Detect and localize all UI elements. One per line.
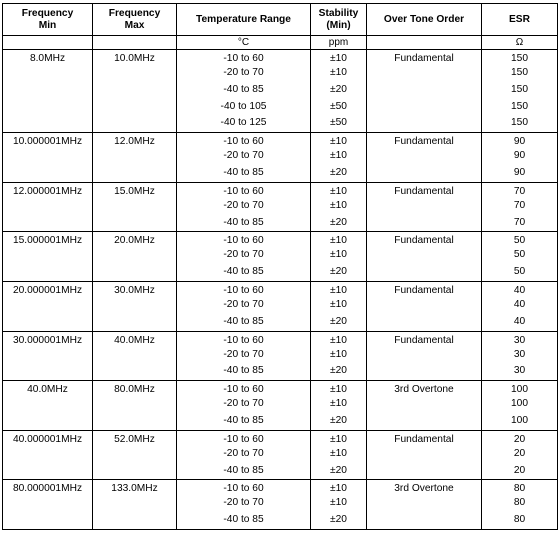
frequency-min-cell-text: 8.0MHz — [29, 53, 66, 64]
esr-cell-value: 50 — [513, 266, 526, 278]
temperature-range-cell-value: -40 to 125 — [220, 117, 267, 129]
header-overtone-order — [367, 4, 482, 36]
stability-cell — [311, 281, 367, 331]
stability-cell-value: ±20 — [330, 514, 347, 526]
stability-cell — [311, 232, 367, 282]
temperature-range-cell-value: -10 to 60 — [223, 384, 264, 396]
temperature-range-cell-value: -20 to 70 — [223, 199, 264, 211]
unit-cell-empty — [3, 36, 93, 50]
stability-cell — [311, 331, 367, 381]
temperature-range-cell-value: -20 to 70 — [223, 67, 264, 78]
stability-cell-value: ±10 — [330, 67, 347, 78]
overtone-order-cell — [367, 281, 482, 331]
frequency-min-cell — [3, 182, 93, 232]
header-temperature-range — [177, 4, 311, 36]
frequency-max-cell-text: 30.0MHz — [114, 284, 155, 296]
frequency-group-row — [3, 50, 558, 133]
frequency-group-row — [3, 331, 558, 381]
frequency-min-cell-text: 40.000001MHz — [12, 433, 83, 445]
esr-cell-value: 100 — [511, 398, 528, 410]
crystal-spec-table — [2, 3, 558, 530]
temperature-range-cell-value: -20 to 70 — [223, 150, 264, 162]
esr-cell-value: 40 — [513, 298, 526, 310]
esr-cell-value: 150 — [511, 53, 528, 64]
frequency-max-cell-text: 10.0MHz — [114, 53, 155, 64]
frequency-max-cell — [93, 133, 177, 183]
frequency-max-cell-text: 133.0MHz — [111, 483, 158, 495]
temperature-range-cell-value: -40 to 85 — [223, 514, 264, 526]
frequency-max-cell-text: 12.0MHz — [114, 136, 155, 148]
frequency-min-cell — [3, 232, 93, 282]
stability-cell-value: ±10 — [330, 334, 347, 346]
stability-cell-value: ±20 — [330, 83, 347, 95]
stability-cell-value: ±10 — [330, 497, 347, 509]
frequency-group-row — [3, 232, 558, 282]
header-line: (Min) — [326, 19, 351, 31]
frequency-min-cell — [3, 480, 93, 530]
overtone-order-cell-text: 3rd Overtone — [394, 384, 454, 396]
frequency-max-cell — [93, 480, 177, 530]
temperature-range-cell-value: -10 to 60 — [223, 185, 264, 197]
stability-cell — [311, 50, 367, 133]
temperature-range-cell — [177, 381, 311, 431]
frequency-min-cell-text: 15.000001MHz — [12, 235, 83, 247]
stability-cell-value: ±10 — [330, 199, 347, 211]
temperature-range-cell-value: -40 to 85 — [223, 315, 264, 327]
temperature-range-cell — [177, 232, 311, 282]
esr-cell-value: 80 — [513, 497, 526, 509]
stability-cell-value: ±10 — [330, 384, 347, 396]
frequency-min-cell-text: 20.000001MHz — [12, 284, 83, 296]
stability-cell — [311, 480, 367, 530]
stability-cell-value: ±10 — [330, 483, 347, 495]
temperature-range-cell — [177, 480, 311, 530]
stability-cell — [311, 430, 367, 480]
frequency-min-cell — [3, 381, 93, 431]
stability-cell-value: ±10 — [330, 398, 347, 410]
stability-cell-value: ±10 — [330, 298, 347, 310]
temperature-range-cell-value: -20 to 70 — [223, 348, 264, 360]
temperature-range-cell — [177, 281, 311, 331]
frequency-min-cell-text: 12.000001MHz — [12, 185, 83, 197]
esr-cell-value: 50 — [513, 235, 526, 247]
esr-cell-value: 100 — [511, 384, 528, 396]
esr-cell-value: 20 — [513, 447, 526, 459]
temperature-range-cell — [177, 331, 311, 381]
temperature-range-cell-value: -20 to 70 — [223, 497, 264, 509]
overtone-order-cell — [367, 133, 482, 183]
frequency-min-cell — [3, 50, 93, 133]
frequency-group-row — [3, 133, 558, 183]
temperature-range-cell-value: -10 to 60 — [223, 334, 264, 346]
header-row — [3, 4, 558, 36]
frequency-max-cell-text: 20.0MHz — [114, 235, 155, 247]
unit-temperature: °C — [177, 36, 311, 50]
esr-cell-value: 30 — [513, 334, 526, 346]
frequency-max-cell — [93, 331, 177, 381]
stability-cell-value: ±20 — [330, 365, 347, 377]
esr-cell-value: 150 — [511, 100, 528, 112]
overtone-order-cell — [367, 331, 482, 381]
stability-cell-value: ±10 — [330, 53, 347, 64]
esr-cell — [482, 331, 558, 381]
stability-cell-value: ±10 — [330, 447, 347, 459]
unit-cell-empty — [367, 36, 482, 50]
esr-cell-value: 150 — [511, 83, 528, 95]
header-line: Temperature Range — [196, 13, 291, 25]
esr-cell-value: 90 — [513, 150, 526, 162]
stability-cell-value: ±50 — [330, 117, 347, 129]
overtone-order-cell — [367, 480, 482, 530]
stability-cell — [311, 381, 367, 431]
temperature-range-cell-value: -40 to 85 — [223, 414, 264, 426]
stability-cell-value: ±10 — [330, 136, 347, 148]
frequency-group-row — [3, 430, 558, 480]
stability-cell-value: ±10 — [330, 235, 347, 247]
frequency-min-cell-text: 40.0MHz — [27, 384, 68, 396]
esr-cell-value: 30 — [513, 365, 526, 377]
temperature-range-cell — [177, 50, 311, 133]
esr-cell-value: 70 — [513, 199, 526, 211]
header-line: Frequency — [21, 7, 74, 19]
overtone-order-cell — [367, 50, 482, 133]
frequency-max-cell — [93, 430, 177, 480]
temperature-range-cell-value: -10 to 60 — [223, 136, 264, 148]
temperature-range-cell-value: -20 to 70 — [223, 447, 264, 459]
stability-cell-value: ±20 — [330, 216, 347, 228]
esr-cell-value: 70 — [513, 185, 526, 197]
overtone-order-cell-text: Fundamental — [394, 235, 454, 247]
temperature-range-cell-value: -40 to 105 — [220, 100, 267, 112]
stability-cell — [311, 182, 367, 232]
frequency-max-cell — [93, 381, 177, 431]
esr-cell-value: 80 — [513, 483, 526, 495]
header-line: Over Tone Order — [383, 13, 465, 25]
frequency-max-cell — [93, 281, 177, 331]
overtone-order-cell — [367, 232, 482, 282]
frequency-max-cell-text: 15.0MHz — [114, 185, 155, 197]
temperature-range-cell-value: -40 to 85 — [223, 83, 264, 95]
esr-cell — [482, 381, 558, 431]
temperature-range-cell-value: -40 to 85 — [223, 166, 264, 178]
overtone-order-cell-text: Fundamental — [394, 284, 454, 296]
frequency-max-cell — [93, 182, 177, 232]
frequency-group-row — [3, 281, 558, 331]
temperature-range-cell-value: -40 to 85 — [223, 365, 264, 377]
temperature-range-cell-value: -20 to 70 — [223, 249, 264, 261]
stability-cell-value: ±20 — [330, 414, 347, 426]
frequency-min-cell — [3, 133, 93, 183]
temperature-range-cell-value: -40 to 85 — [223, 266, 264, 278]
esr-cell-value: 100 — [511, 414, 528, 426]
header-line: Min — [38, 19, 57, 31]
header-line: ESR — [509, 13, 530, 25]
esr-cell-value: 40 — [513, 284, 526, 296]
header-stability — [311, 4, 367, 36]
temperature-range-cell-value: -10 to 60 — [223, 284, 264, 296]
header-frequency-max — [93, 4, 177, 36]
frequency-max-cell — [93, 232, 177, 282]
frequency-min-cell — [3, 281, 93, 331]
frequency-max-cell-text: 40.0MHz — [114, 334, 155, 346]
esr-cell — [482, 480, 558, 530]
esr-cell-value: 20 — [513, 464, 526, 476]
esr-cell-value: 80 — [513, 514, 526, 526]
esr-cell-value: 30 — [513, 348, 526, 360]
overtone-order-cell-text: Fundamental — [394, 53, 454, 64]
stability-cell-value: ±10 — [330, 433, 347, 445]
esr-cell-value: 40 — [513, 315, 526, 327]
stability-cell-value: ±10 — [330, 348, 347, 360]
esr-cell-value: 150 — [511, 117, 528, 129]
header-frequency-min — [3, 4, 93, 36]
stability-cell-value: ±20 — [330, 266, 347, 278]
esr-cell-value: 70 — [513, 216, 526, 228]
esr-cell — [482, 232, 558, 282]
frequency-max-cell-text: 80.0MHz — [114, 384, 155, 396]
header-line: Max — [124, 19, 145, 31]
frequency-group-row — [3, 381, 558, 431]
frequency-min-cell — [3, 331, 93, 381]
header-esr — [482, 4, 558, 36]
overtone-order-cell — [367, 430, 482, 480]
overtone-order-cell-text: Fundamental — [394, 136, 454, 148]
esr-cell — [482, 50, 558, 133]
esr-cell-value: 20 — [513, 433, 526, 445]
temperature-range-cell-value: -20 to 70 — [223, 298, 264, 310]
frequency-group-row — [3, 182, 558, 232]
esr-cell-value: 90 — [513, 136, 526, 148]
overtone-order-cell-text: Fundamental — [394, 433, 454, 445]
overtone-order-cell — [367, 381, 482, 431]
stability-cell-value: ±50 — [330, 100, 347, 112]
unit-cell-empty — [93, 36, 177, 50]
unit-stability: ppm — [311, 36, 367, 50]
header-line: Frequency — [108, 7, 161, 19]
spec-body — [3, 50, 558, 530]
temperature-range-cell-value: -40 to 85 — [223, 464, 264, 476]
overtone-order-cell — [367, 182, 482, 232]
frequency-min-cell-text: 10.000001MHz — [12, 136, 83, 148]
stability-cell-value: ±20 — [330, 464, 347, 476]
frequency-min-cell — [3, 430, 93, 480]
overtone-order-cell-text: Fundamental — [394, 185, 454, 197]
stability-cell-value: ±10 — [330, 185, 347, 197]
overtone-order-cell-text: 3rd Overtone — [394, 483, 454, 495]
temperature-range-cell-value: -10 to 60 — [223, 235, 264, 247]
stability-cell-value: ±20 — [330, 166, 347, 178]
frequency-min-cell-text: 80.000001MHz — [12, 483, 83, 495]
temperature-range-cell-value: -10 to 60 — [223, 483, 264, 495]
esr-cell-value: 150 — [511, 67, 528, 78]
frequency-max-cell — [93, 50, 177, 133]
units-row — [3, 36, 558, 50]
frequency-max-cell-text: 52.0MHz — [114, 433, 155, 445]
stability-cell-value: ±10 — [330, 150, 347, 162]
esr-cell — [482, 281, 558, 331]
frequency-group-row — [3, 480, 558, 530]
esr-cell — [482, 182, 558, 232]
esr-cell-value: 90 — [513, 166, 526, 178]
frequency-min-cell-text: 30.000001MHz — [12, 334, 83, 346]
temperature-range-cell-value: -20 to 70 — [223, 398, 264, 410]
stability-cell-value: ±10 — [330, 284, 347, 296]
stability-cell — [311, 133, 367, 183]
temperature-range-cell — [177, 133, 311, 183]
temperature-range-cell-value: -40 to 85 — [223, 216, 264, 228]
overtone-order-cell-text: Fundamental — [394, 334, 454, 346]
unit-esr: Ω — [482, 36, 558, 50]
header-line: Stability — [318, 7, 359, 19]
temperature-range-cell-value: -10 to 60 — [223, 433, 264, 445]
esr-cell — [482, 430, 558, 480]
temperature-range-cell — [177, 182, 311, 232]
stability-cell-value: ±10 — [330, 249, 347, 261]
temperature-range-cell-value: -10 to 60 — [223, 53, 264, 64]
esr-cell-value: 50 — [513, 249, 526, 261]
esr-cell — [482, 133, 558, 183]
temperature-range-cell — [177, 430, 311, 480]
stability-cell-value: ±20 — [330, 315, 347, 327]
